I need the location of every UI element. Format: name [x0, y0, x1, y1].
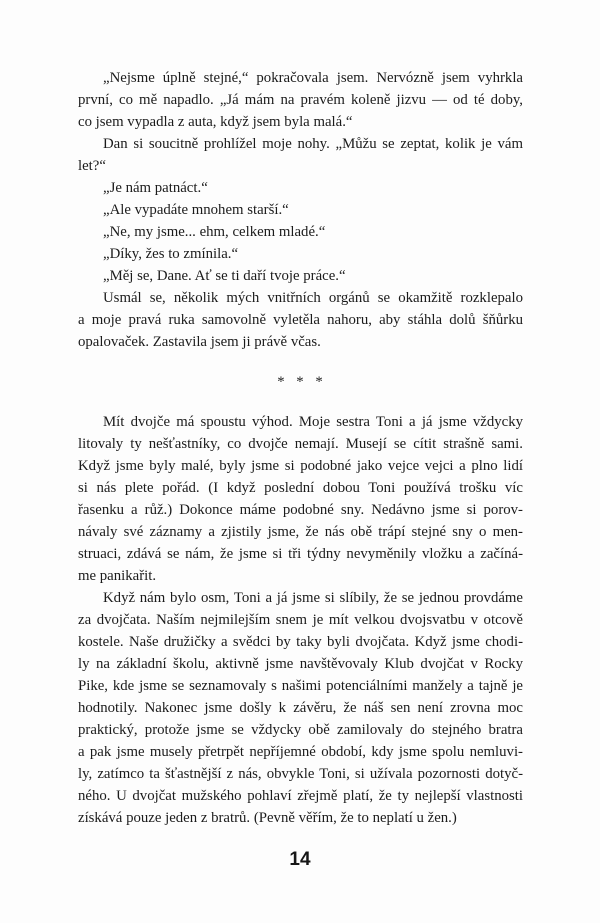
text-line: „Ne, my jsme... ehm, celkem mladé.“ [103, 224, 326, 240]
text-line: „Nejsme úplně stejné,“ pokračovala jsem. Nervózně jsem vyhrkla [103, 70, 523, 86]
paragraph [78, 177, 523, 199]
paragraph [78, 221, 523, 243]
section-separator: * * * [277, 374, 324, 390]
text-line: získává pouze jeden z bratrů. (Pevně věřím, že to neplatí u žen.) [78, 810, 457, 826]
paragraph [78, 587, 523, 829]
text-line: „Ale vypadáte mnohem starší.“ [103, 202, 289, 218]
paragraph [78, 67, 523, 133]
text-line: Pike, kde jsme se seznamovaly s našimi potenciálními manžely a tajně je [78, 678, 523, 694]
text-line: a pak jsme musely přetrpět nepříjemné období, kdy jsme spolu nemluvi- [78, 744, 523, 760]
text-line: Když jsme byly malé, byly jsme si podobné jako vejce vejci a plno lidí [78, 458, 523, 474]
text-line: litovaly ty nešťastníky, co dvojče nemají. Musejí se cítit strašně sami. [78, 436, 523, 452]
text-line: „Měj se, Dane. Ať se ti daří tvoje práce.“ [103, 268, 346, 284]
text-line: ly, zatímco ta šťastnější z nás, obvykle Toni, si užívala pozornosti dotyč- [78, 766, 523, 782]
text-line: me panikařit. [78, 568, 157, 584]
text-line: Mít dvojče má spoustu výhod. Moje sestra Toni a já jsme vždycky [103, 414, 523, 430]
text-line: a moje pravá ruka samovolně vyletěla nahoru, aby stáhla dolů šňůrku [78, 312, 523, 328]
text-line: let?“ [78, 158, 106, 174]
text-line: kostele. Naše družičky a svědci by taky byli dvojčata. Když jsme chodi- [78, 634, 523, 650]
text-line: Usmál se, několik mých vnitřních orgánů se okamžitě rozklepalo [103, 290, 523, 306]
text-line: opalovaček. Zastavila jsem ji právě včas. [78, 334, 321, 350]
paragraph [78, 243, 523, 265]
paragraph [78, 287, 523, 353]
text-line: ného. U dvojčat mužského pohlaví zřejmě platí, že ty nejlepší vlastnosti [78, 788, 523, 804]
text-line: řasenku a růž.) Dokonce máme podobné sny. Nedávno jsme si porov- [78, 502, 523, 518]
text-line: návaly své záznamy a zjistily jsme, že nás obě trápí stejné sny o men- [78, 524, 523, 540]
paragraph [78, 199, 523, 221]
paragraph [78, 411, 523, 587]
text-line: Dan si soucitně prohlížel moje nohy. „Můžu se zeptat, kolik je vám [103, 136, 523, 152]
text-line: hodnotily. Nakonec jsme došly k závěru, že náš sen není zrovna moc [78, 700, 523, 716]
text-line: ly na základní školu, aktivně jsme navštěvovaly Klub dvojčat v Rocky [78, 656, 523, 672]
text-line: Když nám bylo osm, Toni a já jsme si slíbily, že se jednou provdáme [103, 590, 523, 606]
text-line: struaci, zdává se nám, že jsme si tři týdny nevyměnily vložku a začíná- [78, 546, 523, 562]
paragraph [78, 265, 523, 287]
paragraph [78, 133, 523, 177]
text-line: první, co mě napadlo. „Já mám na pravém koleně jizvu — od té doby, [78, 92, 523, 108]
page-number: 14 [289, 849, 311, 870]
text-line: „Díky, žes to zmínila.“ [103, 246, 239, 262]
text-line: co jsem vypadla z auta, když jsem byla malá.“ [78, 114, 353, 130]
text-line: za dvojčata. Naším nejmilejším snem je mít velkou dvojsvatbu v otcově [78, 612, 523, 628]
text-line: „Je nám patnáct.“ [103, 180, 208, 196]
text-line: si nás plete pořád. (I když poslední dobou Toni používá trošku víc [78, 480, 523, 496]
text-line: praktický, protože jsme se vždycky obě zamilovaly do stejného bratra [78, 722, 523, 738]
